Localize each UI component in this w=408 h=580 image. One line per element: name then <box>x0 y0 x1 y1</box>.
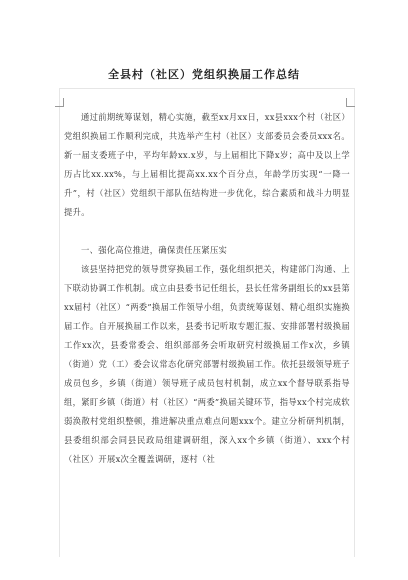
corner-mark-top-left <box>55 98 64 107</box>
paragraph-section-1: 该县坚持把党的领导贯穿换届工作，强化组织把关，构建部门沟通、上下联动协调工作机制。成立由县委书记任组长，县长任常务副组长的xx县第xx届村（社区）“两委”换届工作领导小组，负责统筹谋划、精心组织实施换届工作。自开展换届工作以来，县委书记听取专题汇报、安排部署村级换届工作xx次，县委常委会、组织部部务会听取研究村级换届工作x次，乡镇（街道）党（工）委会议常态化研究部署村级换届工作。依托县级领导班子成员包乡，乡镇（街道）领导班子成员包村机制，成立xx个督导联系指导组，紧盯乡镇（街道）村（社区）“两委”换届关键环节，指导xx个村完成软弱涣散村党组织整顿，推进解决重点难点问题xxx个。建立分析研判机制，县委组织部会同县民政局组建调研组，深入xx个乡镇（街道）、xxx个村（社区）开展x次全覆盖调研，逐村（社 <box>64 264 350 464</box>
paragraph-intro: 通过前期统筹谋划，精心实施，截至xx月xx日，xx县xxx个村（社区）党组织换届工作顺利完成，共选举产生村（社区）支部委员会委员xxx名。新一届支委班子中，平均年龄xx.x岁，与上届相比下降x岁；高中及以上学历占比xx.xx%，与上届相比提高xx.xx个百分点，年龄学历实现“一降一升”，村（社区）党组织干部队伍结构进一步优化，综合素质和战斗力明显提升。 <box>64 112 350 217</box>
corner-mark-top-right <box>346 98 355 107</box>
document-title: 全县村（社区）党组织换届工作总结 <box>108 68 300 81</box>
section-heading-1: 一、强化高位推进，确保责任压紧压实 <box>81 245 228 255</box>
